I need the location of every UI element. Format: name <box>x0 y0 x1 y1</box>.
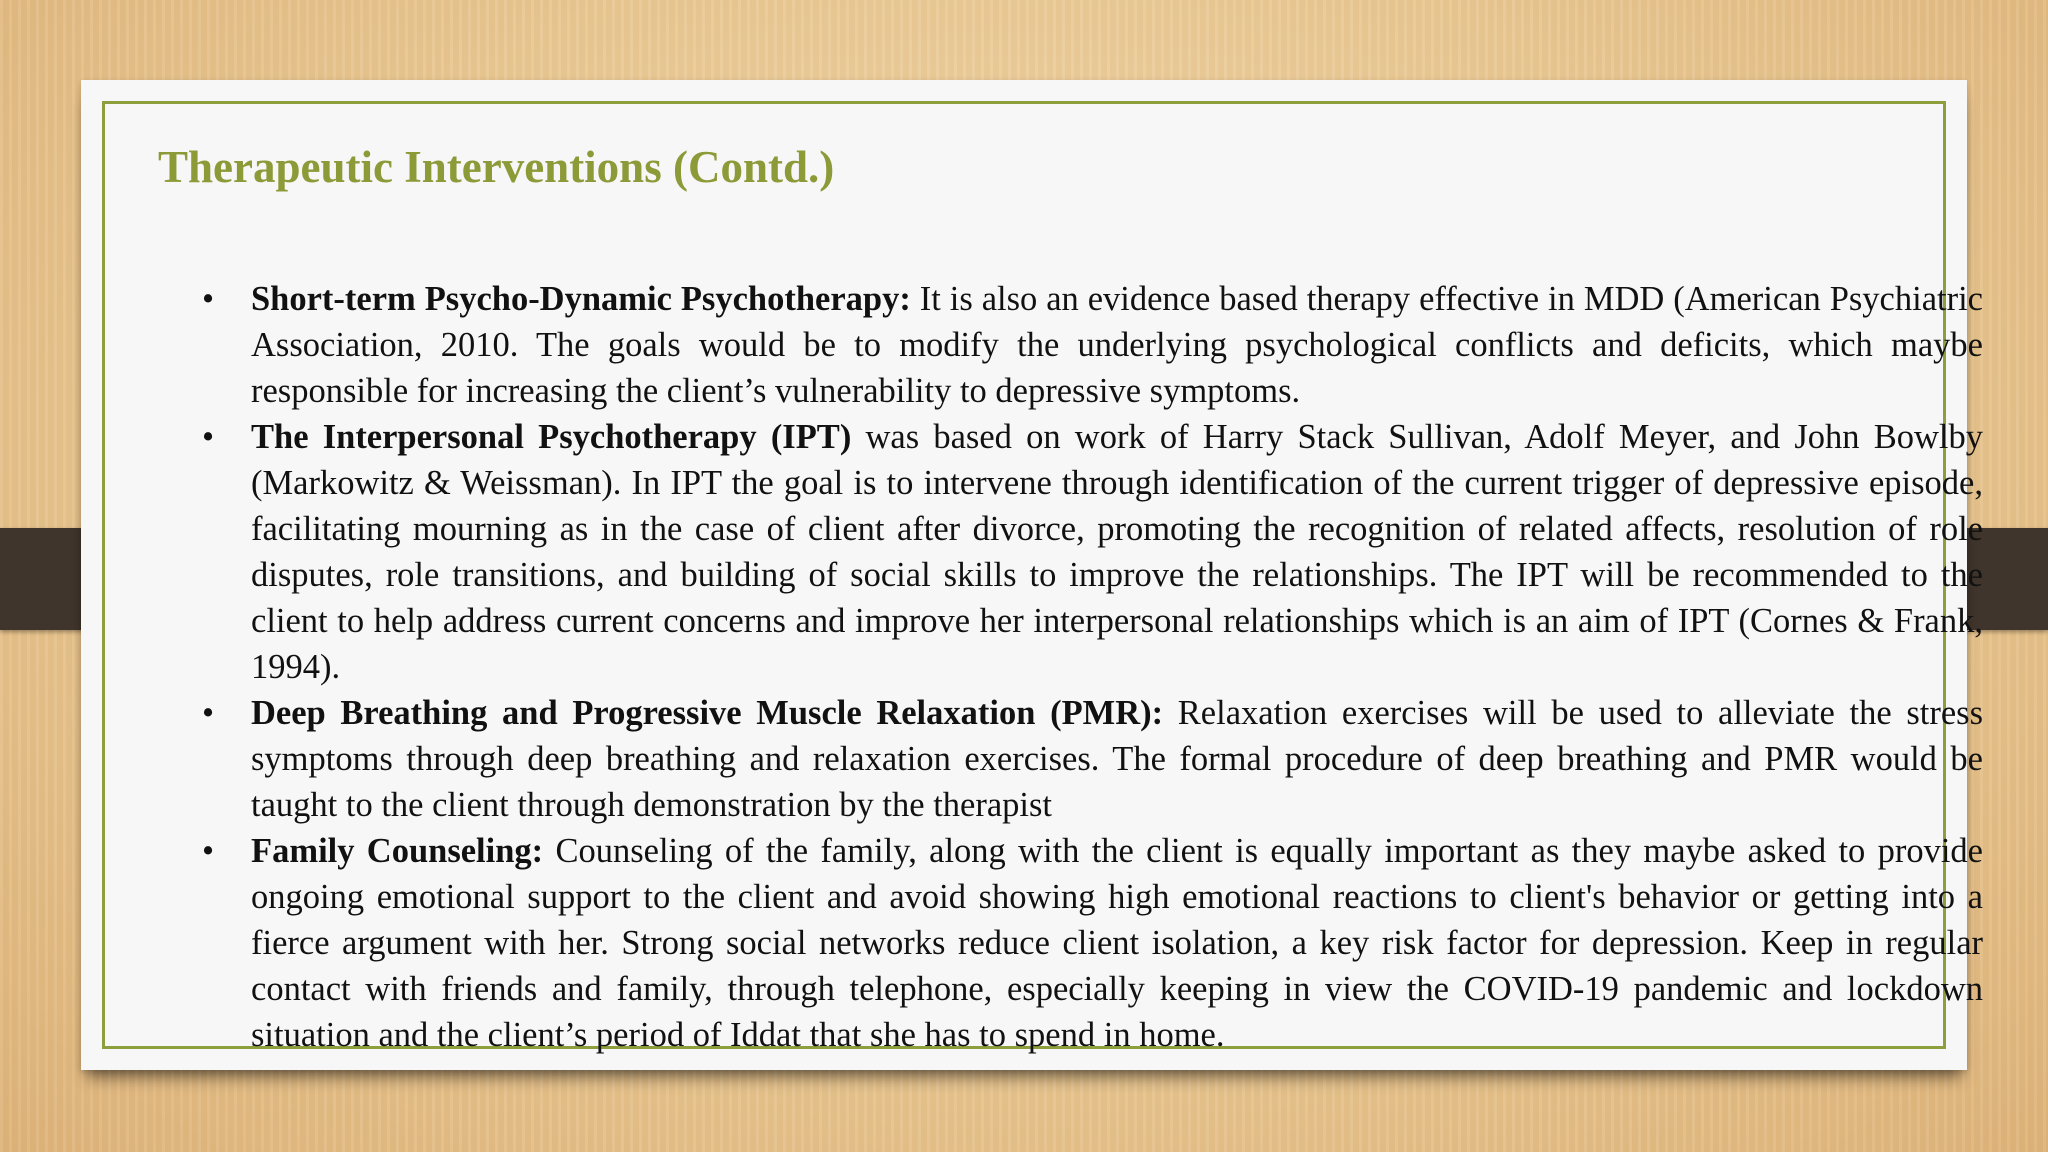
bullet-term: Family Counseling: <box>251 832 544 870</box>
bullet-text: It is also an evidence based therapy effective in MDD (American Psychiatric Association, 2010. The goals would be to modify the underlying psychological conflicts and deficits, which maybe responsible for increasing the client’s vulnerability to depressive symptoms. <box>251 280 1983 410</box>
slide-card <box>81 80 1984 1070</box>
bullet-item-pmr <box>170 690 1983 828</box>
bullet-term: The Interpersonal Psychotherapy (IPT) <box>251 418 852 456</box>
bullet-text: was based on work of Harry Stack Sullivan, Adolf Meyer, and John Bowlby (Markowitz & Weissman). In IPT the goal is to intervene through identification of the current trigger of depressive episode, facilitating mourning as in the case of client after divorce, promoting the recognition of related affects, resolution of role disputes, role transitions, and building of social skills to improve the relationships. The IPT will be recommended to the client to help address current concerns and improve her interpersonal relationships which is an aim of IPT (Cornes & Frank, 1994). <box>251 418 1984 686</box>
bullet-item-psychodynamic <box>170 276 1983 414</box>
bullet-term: Deep Breathing and Progressive Muscle Relaxation (PMR): <box>251 694 1164 732</box>
bullet-term: Short-term Psycho-Dynamic Psychotherapy: <box>251 280 911 318</box>
bullet-item-family-counseling <box>170 828 1983 1058</box>
bullet-text: Relaxation exercises will be used to alleviate the stress symptoms through deep breathing and relaxation exercises. The formal procedure of deep breathing and PMR would be taught to the client through demonstration by the therapist <box>251 694 1984 824</box>
bullet-text: Counseling of the family, along with the client is equally important as they maybe asked to provide ongoing emotional support to the client and avoid showing high emotional reactions to client's behavior or getting into a fierce argument with her. Strong social networks reduce client isolation, a key risk factor for depression. Keep in regular contact with friends and family, through telephone, especially keeping in view the COVID-19 pandemic and lockdown situation and the client’s period of Iddat that she has to spend in home. <box>251 832 1983 1054</box>
bullet-list <box>170 276 1983 1058</box>
bullet-item-ipt <box>170 414 1983 690</box>
slide-title: Therapeutic Interventions (Contd.) <box>158 142 835 192</box>
